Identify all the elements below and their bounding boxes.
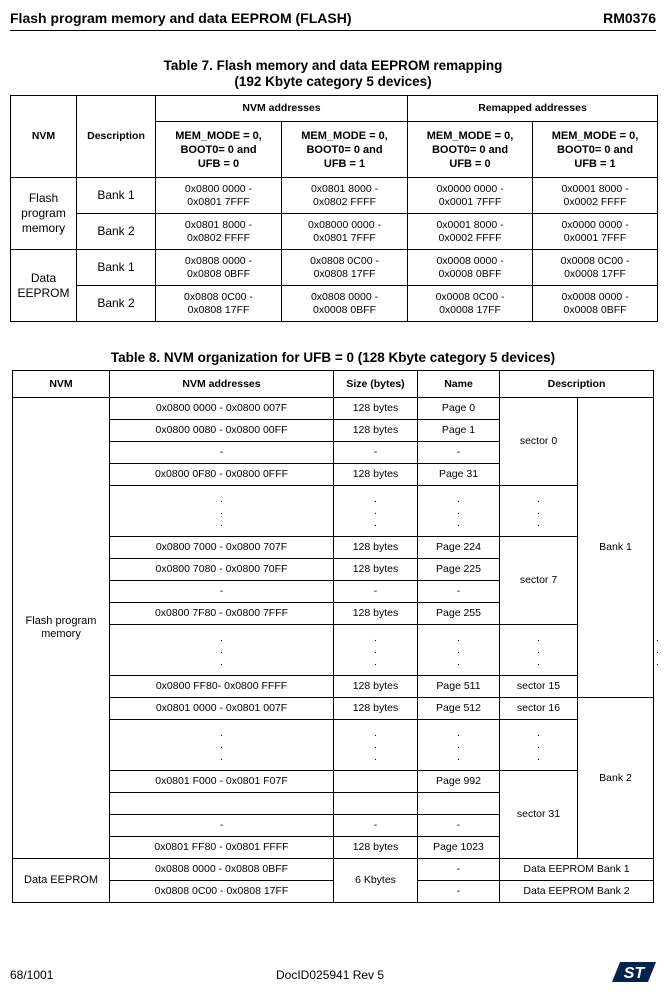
t7-cell: 0x0801 8000 - 0x0802 FFFF <box>282 178 408 214</box>
t8-dots: . . . <box>334 486 418 537</box>
t7-header-cond: MEM_MODE = 0, BOOT0= 0 and UFB = 0 <box>408 122 533 178</box>
t8-dots: . . . <box>110 486 334 537</box>
st-logo-icon <box>612 960 656 984</box>
t8-addr <box>110 793 334 815</box>
table-row <box>13 486 654 537</box>
t8-size: 128 bytes <box>334 603 418 625</box>
t8-size <box>334 793 418 815</box>
t8-addr: 0x0801 F000 - 0x0801 F07F <box>110 771 334 793</box>
t8-addr: 0x0800 0F80 - 0x0800 0FFF <box>110 464 334 486</box>
t7-cell: 0x0008 0000 - 0x0008 0BFF <box>408 250 533 286</box>
table-row <box>13 398 654 420</box>
t8-name: Page 1023 <box>418 837 500 859</box>
t8-header-name: Name <box>418 371 500 398</box>
header-rule <box>10 30 656 31</box>
t7-header-remapped-addresses: Remapped addresses <box>408 96 658 122</box>
t8-size: 128 bytes <box>334 698 418 720</box>
t7-eeprom-label: Data EEPROM <box>11 250 77 322</box>
t7-desc: Bank 1 <box>77 178 156 214</box>
table-row <box>13 859 654 881</box>
t7-cell: 0x0800 0000 - 0x0801 7FFF <box>156 178 282 214</box>
t7-desc: Bank 1 <box>77 250 156 286</box>
table7-caption-line2: (192 Kbyte category 5 devices) <box>234 74 432 89</box>
t8-dots: . . . <box>418 720 500 771</box>
t8-dots: . . . <box>110 720 334 771</box>
t8-name: Page 255 <box>418 603 500 625</box>
t8-name: Page 992 <box>418 771 500 793</box>
t8-addr: 0x0808 0000 - 0x0808 0BFF <box>110 859 334 881</box>
st-logo-text: ST <box>623 965 645 982</box>
t8-addr: - <box>110 581 334 603</box>
document-id: DocID025941 Rev 5 <box>276 968 385 982</box>
t8-sector: sector 31 <box>500 771 578 859</box>
t8-addr: - <box>110 442 334 464</box>
table8 <box>12 370 659 903</box>
t7-flash-label: Flash program memory <box>11 178 77 250</box>
t7-header-nvm: NVM <box>11 96 77 178</box>
t8-size: 128 bytes <box>334 398 418 420</box>
t8-name: - <box>418 881 500 903</box>
table8-caption: Table 8. NVM organization for UFB = 0 (128 Kbyte category 5 devices) <box>110 350 556 365</box>
t8-name: Page 512 <box>418 698 500 720</box>
t8-size: - <box>334 581 418 603</box>
section-title: Flash program memory and data EEPROM (FLASH) <box>10 10 352 26</box>
t8-header-description: Description <box>500 371 654 398</box>
table-row <box>13 698 654 720</box>
t7-cell: 0x0808 0000 - 0x0008 0BFF <box>282 286 408 322</box>
t8-addr: 0x0800 0080 - 0x0800 00FF <box>110 420 334 442</box>
t8-size: - <box>334 815 418 837</box>
table-row <box>11 286 658 322</box>
table7-caption <box>0 58 666 90</box>
t8-size: 6 Kbytes <box>334 859 418 903</box>
table-row <box>13 881 654 903</box>
t7-header-nvm-addresses: NVM addresses <box>156 96 408 122</box>
t8-size: 128 bytes <box>334 420 418 442</box>
t7-cell: 0x08000 0000 - 0x0801 7FFF <box>282 214 408 250</box>
t8-eeprom-desc: Data EEPROM Bank 2 <box>500 881 654 903</box>
document-reference: RM0376 <box>603 10 656 26</box>
t8-name: Page 1 <box>418 420 500 442</box>
t8-eeprom-desc: Data EEPROM Bank 1 <box>500 859 654 881</box>
t8-size: - <box>334 442 418 464</box>
t8-dots: . . . <box>500 486 578 537</box>
t7-cell: 0x0008 0C00 - 0x0008 17FF <box>533 250 658 286</box>
t7-cell: 0x0808 0000 - 0x0808 0BFF <box>156 250 282 286</box>
t7-cell: 0x0801 8000 - 0x0802 FFFF <box>156 214 282 250</box>
t8-name: Page 224 <box>418 537 500 559</box>
t7-cell: 0x0008 0000 - 0x0008 0BFF <box>533 286 658 322</box>
table-row <box>13 537 654 559</box>
t8-bank: Bank 1 <box>578 398 654 698</box>
table-row <box>11 214 658 250</box>
t8-addr: 0x0801 0000 - 0x0801 007F <box>110 698 334 720</box>
t8-dots: . . . <box>418 625 500 676</box>
t8-sector: sector 7 <box>500 537 578 625</box>
t8-addr: 0x0801 FF80 - 0x0801 FFFF <box>110 837 334 859</box>
t8-addr: - <box>110 815 334 837</box>
t8-sector: sector 16 <box>500 698 578 720</box>
t8-name: - <box>418 442 500 464</box>
t7-cell: 0x0808 0C00 - 0x0808 17FF <box>156 286 282 322</box>
t8-name: - <box>418 581 500 603</box>
t7-header-cond: MEM_MODE = 0, BOOT0= 0 and UFB = 1 <box>282 122 408 178</box>
t7-cell: 0x0000 0000 - 0x0001 7FFF <box>408 178 533 214</box>
t8-dots: . . . <box>500 720 578 771</box>
t8-addr: 0x0800 7080 - 0x0800 70FF <box>110 559 334 581</box>
t8-sector: sector 0 <box>500 398 578 486</box>
t8-name: Page 511 <box>418 676 500 698</box>
t8-name: - <box>418 859 500 881</box>
t7-header-description: Description <box>77 96 156 178</box>
t8-size: 128 bytes <box>334 559 418 581</box>
t7-desc: Bank 2 <box>77 214 156 250</box>
t8-header-addresses: NVM addresses <box>110 371 334 398</box>
t8-dots: . . . <box>418 486 500 537</box>
t8-size: 128 bytes <box>334 837 418 859</box>
t7-desc: Bank 2 <box>77 286 156 322</box>
table-row <box>13 720 654 771</box>
t8-name: Page 225 <box>418 559 500 581</box>
t8-addr: 0x0808 0C00 - 0x0808 17FF <box>110 881 334 903</box>
t8-addr: 0x0800 0000 - 0x0800 007F <box>110 398 334 420</box>
t7-cell: 0x0008 0C00 - 0x0008 17FF <box>408 286 533 322</box>
table-row <box>11 250 658 286</box>
t8-bank: Bank 2 <box>578 698 654 859</box>
t8-header-nvm: NVM <box>13 371 110 398</box>
table-row <box>11 178 658 214</box>
t8-addr: 0x0800 FF80- 0x0800 FFFF <box>110 676 334 698</box>
page-footer <box>10 966 656 986</box>
t7-cell: 0x0001 8000 - 0x0002 FFFF <box>408 214 533 250</box>
t8-addr: 0x0800 7F80 - 0x0800 7FFF <box>110 603 334 625</box>
t8-dots: . . . <box>334 625 418 676</box>
t8-name: Page 31 <box>418 464 500 486</box>
table-row <box>13 771 654 793</box>
t8-header-size: Size (bytes) <box>334 371 418 398</box>
t7-header-cond: MEM_MODE = 0, BOOT0= 0 and UFB = 1 <box>533 122 658 178</box>
t8-dots: . . . <box>110 625 334 676</box>
t7-header-cond: MEM_MODE = 0, BOOT0= 0 and UFB = 0 <box>156 122 282 178</box>
t8-name <box>418 793 500 815</box>
table7-caption-line1: Table 7. Flash memory and data EEPROM remapping <box>163 58 503 73</box>
t7-cell: 0x0000 0000 - 0x0001 7FFF <box>533 214 658 250</box>
t8-flash-label: Flash program memory <box>13 398 110 859</box>
t8-size: 128 bytes <box>334 537 418 559</box>
table-row <box>13 676 654 698</box>
t8-size: 128 bytes <box>334 464 418 486</box>
t8-size <box>334 771 418 793</box>
table-row: . . . . . . . . . . . . . . . <box>13 625 654 676</box>
t8-name: Page 0 <box>418 398 500 420</box>
t8-dots: . . . <box>334 720 418 771</box>
t7-cell: 0x0001 8000 - 0x0002 FFFF <box>533 178 658 214</box>
t7-cell: 0x0808 0C00 - 0x0808 17FF <box>282 250 408 286</box>
table7 <box>10 95 658 322</box>
t8-name: - <box>418 815 500 837</box>
t8-sector: sector 15 <box>500 676 578 698</box>
t8-addr: 0x0800 7000 - 0x0800 707F <box>110 537 334 559</box>
page-header <box>10 8 656 32</box>
page-number: 68/1001 <box>10 968 54 982</box>
t8-dots: . . . <box>500 625 578 676</box>
t8-eeprom-label: Data EEPROM <box>13 859 110 903</box>
t8-size: 128 bytes <box>334 676 418 698</box>
